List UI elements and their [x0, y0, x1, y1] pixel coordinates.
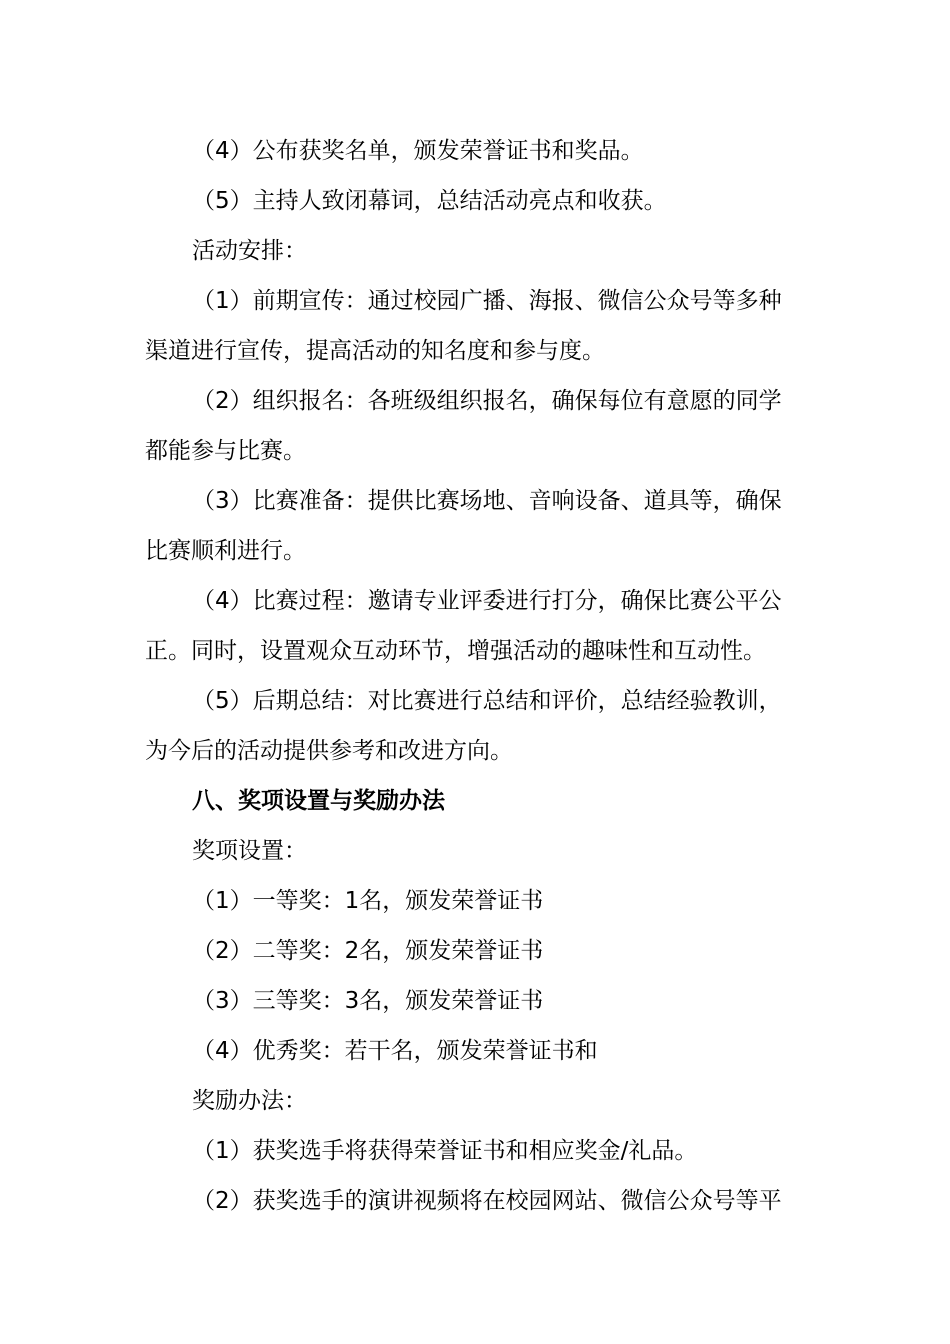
- paragraph-arrangement-5-line-1: （5）后期总结：对比赛进行总结和评价，总结经验教训，: [192, 688, 782, 714]
- paragraph-arrangement-4-line-1: （4）比赛过程：邀请专业评委进行打分，确保比赛公平公: [192, 588, 782, 614]
- paragraph-arrangement-1-line-2: 渠道进行宣传，提高活动的知名度和参与度。: [145, 338, 605, 364]
- section-heading-awards: 八、奖项设置与奖励办法: [192, 788, 445, 814]
- paragraph-arrangement-5-line-2: 为今后的活动提供参考和改进方向。: [145, 738, 513, 764]
- paragraph-closing-item-5: （5）主持人致闭幕词，总结活动亮点和收获。: [192, 188, 667, 214]
- list-item-first-prize: （1）一等奖：1名，颁发荣誉证书: [192, 888, 544, 914]
- paragraph-closing-item-4: （4）公布获奖名单，颁发荣誉证书和奖品。: [192, 138, 644, 164]
- heading-activity-arrangement: 活动安排：: [192, 238, 307, 264]
- paragraph-arrangement-4-line-2: 正。同时，设置观众互动环节，增强活动的趣味性和互动性。: [145, 638, 766, 664]
- paragraph-arrangement-2-line-1: （2）组织报名：各班级组织报名，确保每位有意愿的同学: [192, 388, 782, 414]
- list-item-excellence-prize: （4）优秀奖：若干名，颁发荣誉证书和: [192, 1038, 598, 1064]
- heading-reward-methods: 奖励办法：: [192, 1088, 307, 1114]
- heading-award-settings: 奖项设置：: [192, 838, 307, 864]
- paragraph-arrangement-3-line-2: 比赛顺利进行。: [145, 538, 306, 564]
- paragraph-arrangement-1-line-1: （1）前期宣传：通过校园广播、海报、微信公众号等多种: [192, 288, 782, 314]
- paragraph-arrangement-3-line-1: （3）比赛准备：提供比赛场地、音响设备、道具等，确保: [192, 488, 782, 514]
- list-item-third-prize: （3）三等奖：3名，颁发荣誉证书: [192, 988, 544, 1014]
- paragraph-arrangement-2-line-2: 都能参与比赛。: [145, 438, 306, 464]
- list-item-reward-2: （2）获奖选手的演讲视频将在校园网站、微信公众号等平: [192, 1188, 782, 1214]
- list-item-reward-1: （1）获奖选手将获得荣誉证书和相应奖金/礼品。: [192, 1138, 698, 1164]
- list-item-second-prize: （2）二等奖：2名，颁发荣誉证书: [192, 938, 544, 964]
- document-body: [145, 126, 810, 1226]
